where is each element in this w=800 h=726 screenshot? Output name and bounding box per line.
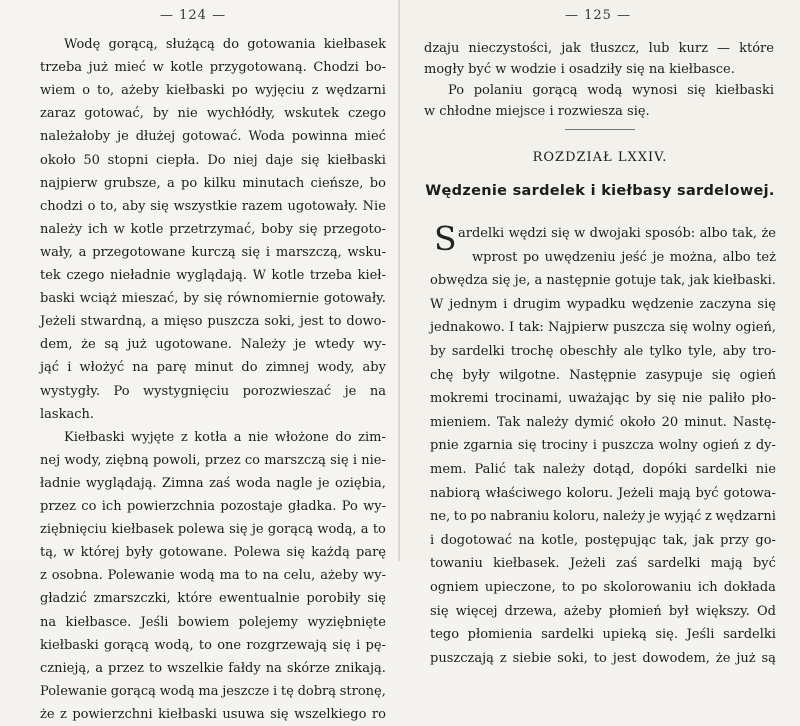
text-line: Kiełbaski wyjęte z kotła a nie włożone do zim- <box>64 429 386 445</box>
text-line: należałoby je dłużej gotować. Woda powinna mieć <box>40 129 386 145</box>
text-line: się więcej drzewa, ażeby płomień był większy. Od <box>430 603 776 619</box>
text-line: pnie zgarnia się trociny i puszcza wolny ogień z dy- <box>430 438 776 454</box>
text-line: gładzić zmarszczki, które ewentualnie porobiły się <box>40 591 386 607</box>
text-line: obwędza się je, a następnie gotuje tak, jak kiełbaski. <box>430 273 776 289</box>
text-line: jednakowo. I tak: Najpierw puszcza się wolny ogień, <box>430 320 776 336</box>
text-line: baski wciąż mieszać, by się równomiernie gotowały. <box>40 291 386 307</box>
text-line: że z powierzchni kiełbaski usuwa się wszelkiego ro <box>40 706 386 722</box>
text-line: Po polaniu gorącą wodą wynosi się kiełbaski <box>448 83 774 98</box>
text-line: by sardelki trochę obeschły ale tylko tyle, aby tro- <box>430 344 776 359</box>
left-page <box>0 0 400 722</box>
text-line: wystygły. Po wystygnięciu porozwieszać je na <box>40 383 386 399</box>
text-line: W jednym i drugim wypadku wędzenie zaczyna się <box>430 296 776 312</box>
text-line: w chłodne miejsce i rozwiesza się. <box>424 104 650 119</box>
text-line: wprost po uwędzeniu jeść je można, albo też <box>472 249 776 265</box>
page-number: — 124 — <box>160 8 227 23</box>
text-line: na kiełbasce. Jeśli bowiem polejemy wyziębnięte <box>40 614 386 630</box>
text-line: puszczają z siebie soki, to jest dowodem, że już są <box>430 650 776 666</box>
text-line: tą, w której były gotowane. Polewa się każdą parę <box>40 545 386 561</box>
drop-cap: S <box>434 219 457 258</box>
text-line: ne, to po nabraniu koloru, należy je wyjąć z wędzarni <box>430 509 776 525</box>
text-line: i dogotować na kotle, postępując tak, jak przy go- <box>430 532 776 548</box>
text-line: dem, że są już ugotowane. Należy je wtedy wy- <box>40 337 386 353</box>
text-line: Polewanie gorącą wodą ma jeszcze i tę dobrą stronę, <box>40 683 386 699</box>
text-line: ardelki wędzi się w dwojaki sposób: albo tak, że <box>458 226 776 241</box>
text-line: mieniem. Tak należy dymić około 20 minut. Nastę- <box>430 414 776 430</box>
text-line: jąć i włożyć na parę minut do zimnej wody, aby <box>40 360 386 376</box>
text-line: wały, a przegotowane kurczą się i marszczą, wsku- <box>40 244 386 260</box>
text-line: mogły być w wodzie i osadziły się na kiełbasce. <box>424 62 735 77</box>
text-line: należy ich w kotle przetrzymać, boby się przegoto- <box>40 221 386 237</box>
text-line: najpierw grubsze, a po kilku minutach cieńsze, bo <box>40 175 386 191</box>
text-line: z osobna. Polewanie wodą ma to na celu, ażeby wy- <box>40 568 386 584</box>
text-line: około 50 stopni ciepła. Do niej daje się kiełbaski <box>40 152 386 168</box>
text-line: kiełbaski gorącą wodą, to one rozgrzewają się i pę- <box>40 637 386 653</box>
text-line: chę były wilgotne. Następnie zasypuje się ogień <box>430 367 776 383</box>
text-line: towaniu kiełbasek. Jeżeli zaś sardelki mają być <box>430 556 776 572</box>
right-page <box>400 0 800 666</box>
text-line: mokremi trocinami, uważając by się nie paliło pło- <box>430 391 776 407</box>
text-line: nej wody, ziębną powoli, przez co marszczą się i nie- <box>40 452 386 468</box>
text-line: ziębnięciu kiełbasek polewa się je gorącą wodą, a to <box>40 522 386 538</box>
text-line: laskach. <box>40 406 94 422</box>
text-line: Jeżeli stwardną, a mięso puszcza soki, jest to dowo- <box>40 314 386 330</box>
section-divider <box>565 129 635 130</box>
text-line: mem. Palić tak należy dotąd, dopóki sardelki nie <box>430 462 776 477</box>
chapter-title: ROZDZIAŁ LXXIV. <box>532 150 668 165</box>
text-line: tek czego nieładnie wyglądają. W kotle trzeba kieł- <box>40 268 386 283</box>
text-line: dzaju nieczystości, jak tłuszcz, lub kurz — które <box>424 41 774 56</box>
text-line: trzeba już mieć w kotle przygotowaną. Chodzi bo- <box>40 60 386 76</box>
text-line: ogniem upieczone, to po skolorowaniu ich dokłada <box>430 580 776 595</box>
text-line: cznieją, a przez to wszelkie fałdy na skórze znikają. <box>40 660 386 676</box>
text-line: chodzi o to, aby się wszystkie razem ugotowały. Nie <box>40 198 386 214</box>
text-line: ładnie wyglądają. Zimna zaś woda nagle je oziębia, <box>40 475 386 491</box>
text-line: nabiorą właściwego koloru. Jeżeli mają być gotowa- <box>430 485 776 501</box>
text-line: przez co ich powierzchnia pozostaje gładka. Po wy- <box>40 499 386 514</box>
text-line: tego płomienia sardelki upieką się. Jeśli sardelki <box>430 627 776 643</box>
text-line: zaraz gotować, by nie wychłódły, wskutek czego <box>40 106 386 122</box>
page-number: — 125 — <box>565 8 632 23</box>
section-heading: Wędzenie sardelek i kiełbasy sardelowej. <box>425 183 775 199</box>
text-line: Wodę gorącą, służącą do gotowania kiełbasek <box>64 37 386 52</box>
text-line: wiem o to, ażeby kiełbaski po wyjęciu z wędzarni <box>40 83 386 99</box>
